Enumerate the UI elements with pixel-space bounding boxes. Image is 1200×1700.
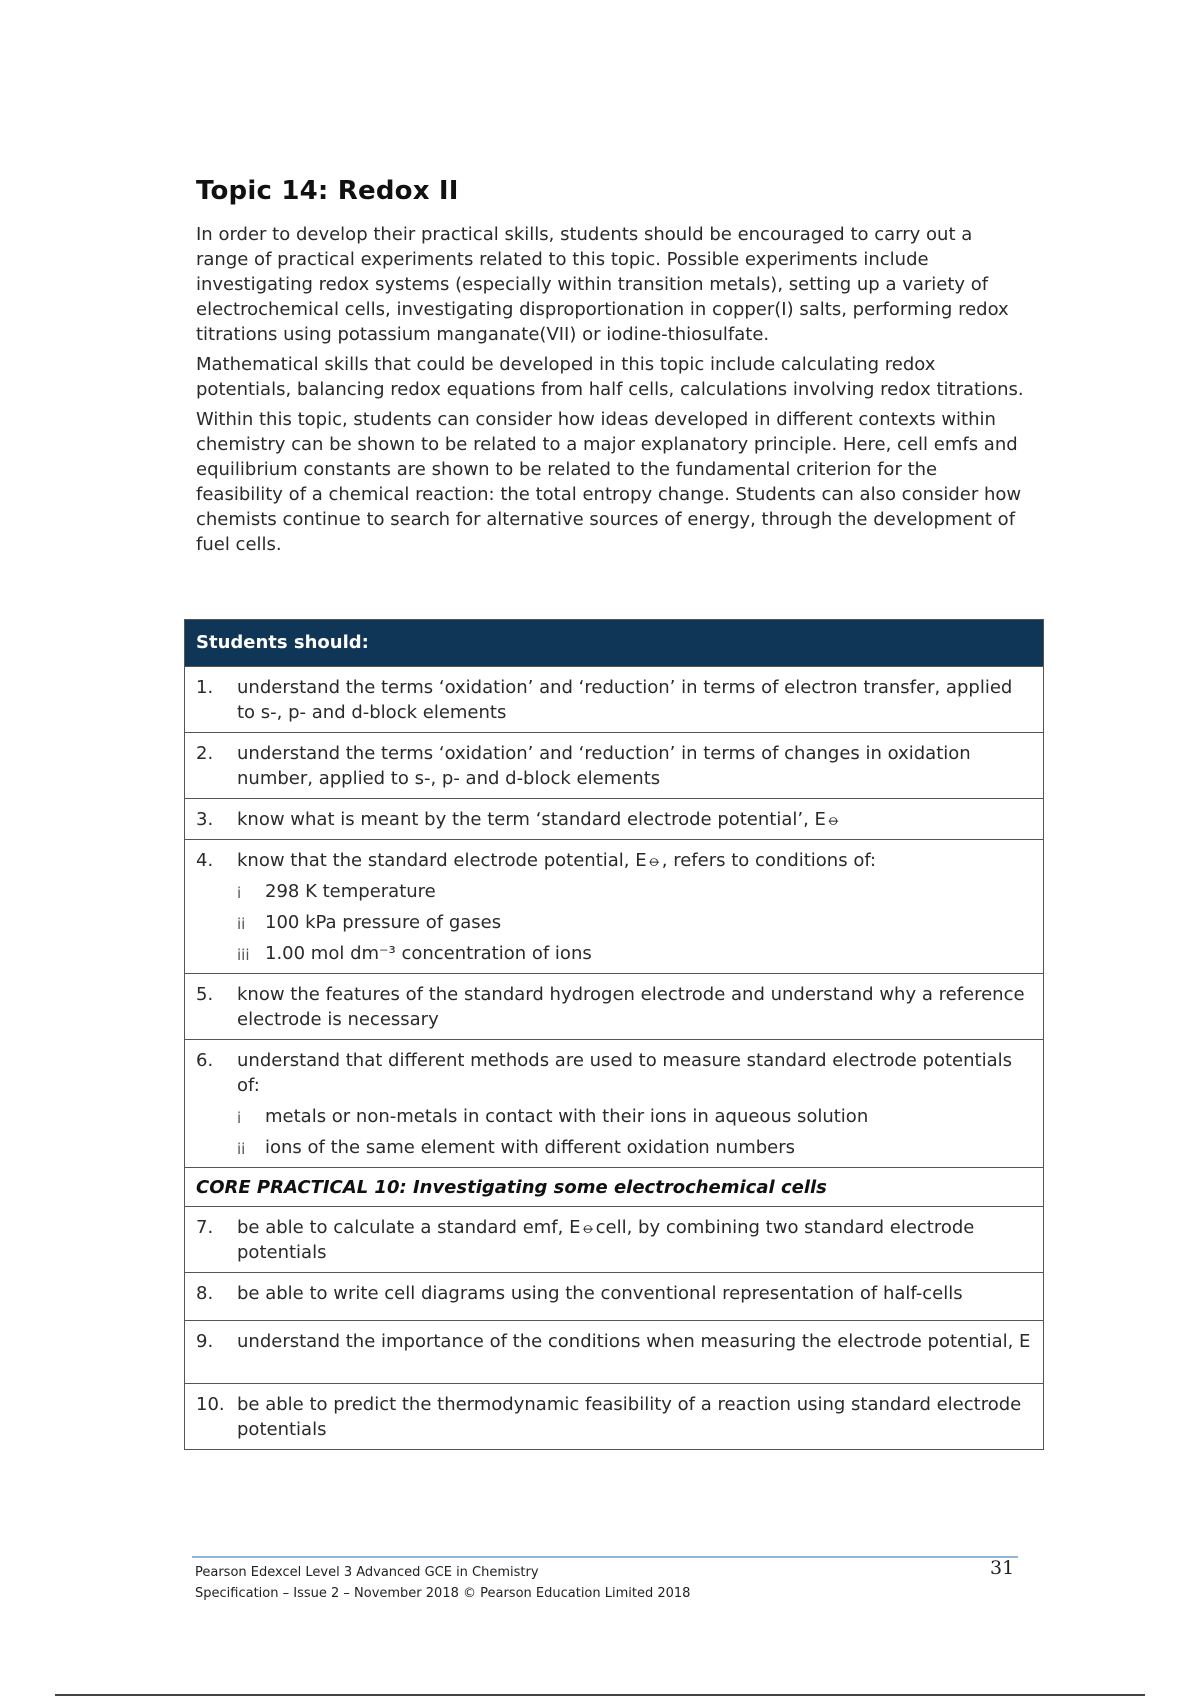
bottom-rule [55, 1694, 1145, 1696]
item-number: 9. [196, 1331, 214, 1352]
sub-item [237, 1135, 1033, 1160]
table-row [185, 1384, 1044, 1450]
table-row [185, 1207, 1044, 1273]
item-text: understand the terms ‘oxidation’ and ‘reduction’ in terms of electron transfer, applied to s-, p- and d-block elements [237, 677, 1013, 723]
sub-item-text: ions of the same element with different oxidation numbers [265, 1137, 796, 1158]
item-number: 10. [196, 1394, 225, 1415]
sub-item-number: ii [237, 1140, 246, 1158]
item-number: 3. [196, 809, 214, 830]
table-row [185, 1040, 1044, 1168]
sub-item-text: metals or non-metals in contact with their ions in aqueous solution [265, 1106, 869, 1127]
footer [195, 1562, 690, 1604]
page-number: 31 [990, 1557, 1015, 1579]
item-number: 1. [196, 677, 214, 698]
item-number: 4. [196, 850, 214, 871]
sub-item-text: 298 K temperature [265, 881, 436, 902]
sub-item-text: 100 kPa pressure of gases [265, 912, 502, 933]
footer-line-1: Pearson Edexcel Level 3 Advanced GCE in Chemistry [195, 1565, 539, 1580]
item-number: 2. [196, 743, 214, 764]
sub-item [237, 879, 1033, 910]
core-practical-label: CORE PRACTICAL 10: Investigating some electrochemical cells [196, 1177, 827, 1198]
item-text: be able to predict the thermodynamic feasibility of a reaction using standard electrode potentials [237, 1394, 1022, 1440]
sub-item-number: iii [237, 946, 250, 964]
item-number: 7. [196, 1217, 214, 1238]
footer-divider [192, 1556, 1018, 1558]
item-number: 8. [196, 1283, 214, 1304]
item-text: understand the importance of the conditions when measuring the electrode potential, E [237, 1331, 1031, 1352]
item-text: know what is meant by the term ‘standard electrode potential’, E⦵ [237, 809, 842, 830]
intro-paragraph: Within this topic, students can consider how ideas developed in different contexts within chemistry can be shown to be related to a major explanatory principle. Here, cell emfs and equilibrium constants are shown to be related to the fundamental criterion for the feasibility of a chemical reaction: the total entropy change. Students can also consider how chemists continue to search for alternative sources of energy, through the development of fuel cells. [196, 409, 1022, 555]
sub-item [237, 941, 1033, 966]
sub-item [237, 1104, 1033, 1135]
intro-text [196, 222, 1026, 562]
table-row [185, 799, 1044, 840]
table-row [185, 974, 1044, 1040]
item-number: 6. [196, 1050, 214, 1071]
item-number: 5. [196, 984, 214, 1005]
table-header: Students should: [185, 620, 1044, 667]
sub-item-number: i [237, 884, 242, 902]
table-row [185, 733, 1044, 799]
sub-item-number: ii [237, 915, 246, 933]
page-title: Topic 14: Redox II [196, 176, 459, 206]
item-text: know the features of the standard hydrogen electrode and understand why a reference electrode is necessary [237, 984, 1025, 1030]
table-row [185, 1273, 1044, 1321]
table-row [185, 667, 1044, 733]
intro-paragraph: Mathematical skills that could be developed in this topic include calculating redox potentials, balancing redox equations from half cells, calculations involving redox titrations. [196, 354, 1024, 400]
sub-item-text: 1.00 mol dm⁻³ concentration of ions [265, 943, 592, 964]
item-text: know that the standard electrode potential, E⦵, refers to conditions of: [237, 850, 877, 871]
item-text: understand that different methods are used to measure standard electrode potentials of: [237, 1050, 1013, 1096]
sub-item-number: i [237, 1109, 242, 1127]
sub-item [237, 910, 1033, 941]
footer-line-2: Specification – Issue 2 – November 2018 © Pearson Education Limited 2018 [195, 1586, 691, 1601]
table-row [185, 840, 1044, 974]
item-text: understand the terms ‘oxidation’ and ‘reduction’ in terms of changes in oxidation number, applied to s-, p- and d-block elements [237, 743, 971, 789]
item-text: be able to write cell diagrams using the conventional representation of half-cells [237, 1283, 963, 1304]
table-row [185, 1321, 1044, 1384]
intro-paragraph: In order to develop their practical skills, students should be encouraged to carry out a range of practical experiments related to this topic. Possible experiments include investigating redox systems (especially within transition metals), setting up a variety of electrochemical cells, investigating disproportionation in copper(I) salts, performing redox titrations using potassium manganate(VII) or iodine-thiosulfate. [196, 224, 1009, 345]
core-practical-row [185, 1168, 1044, 1207]
item-text: be able to calculate a standard emf, E⦵cell, by combining two standard electrode potentials [237, 1217, 975, 1263]
students-should-table [184, 619, 1044, 1450]
